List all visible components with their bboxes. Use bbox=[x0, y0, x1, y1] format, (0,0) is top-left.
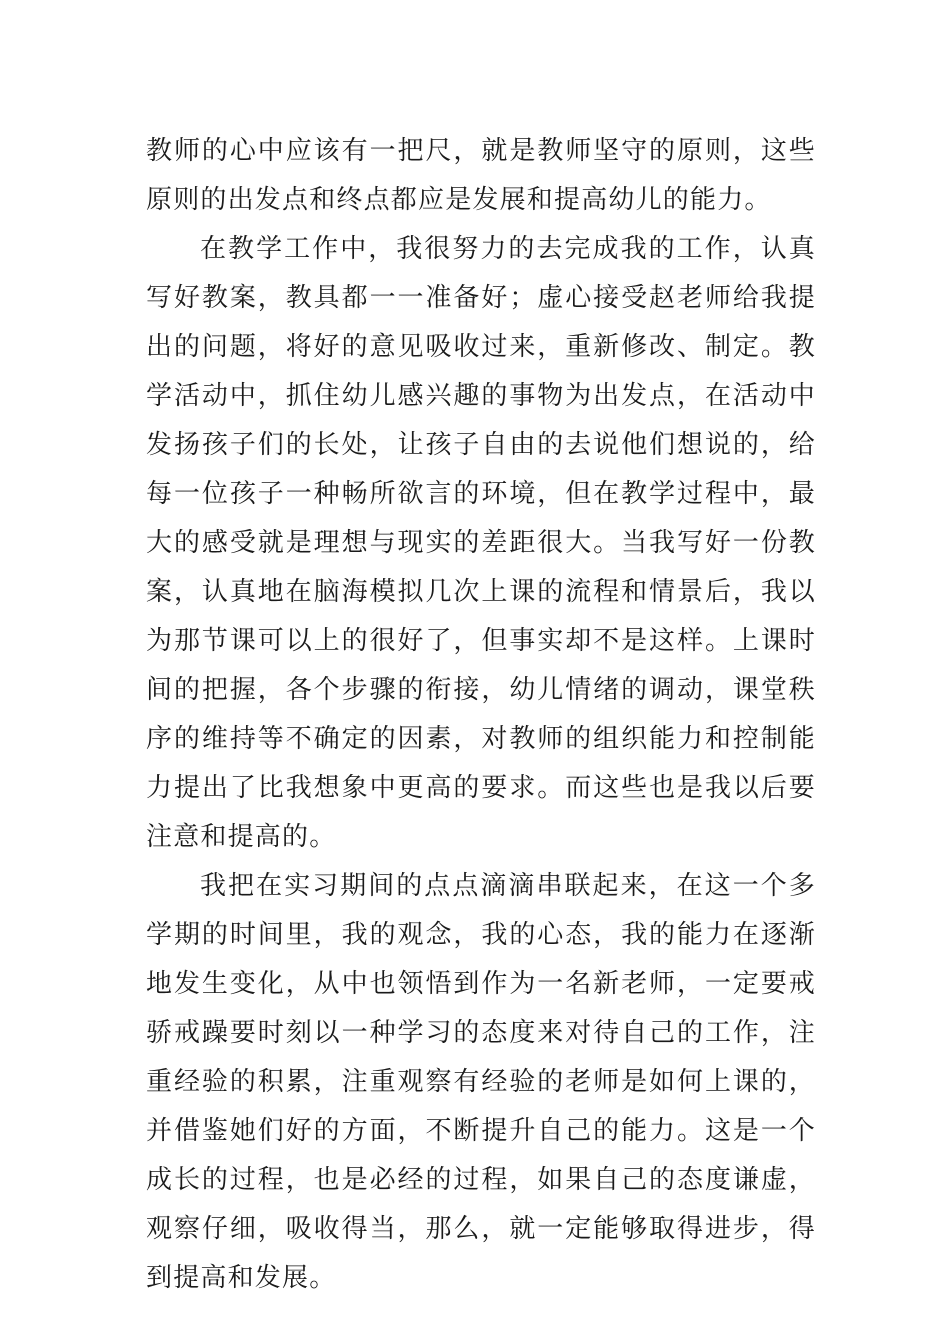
paragraph-3: 我把在实习期间的点点滴滴串联起来，在这一个多学期的时间里，我的观念，我的心态，我的能力在逐渐地发生变化，从中也领悟到作为一名新老师，一定要戒骄戒躁要时刻以一种学习的态度来对待自己的工作，注重经验的积累，注重观察有经验的老师是如何上课的，并借鉴她们好的方面，不断提升自己的能力。这是一个成长的过程，也是必经的过程，如果自己的态度谦虚，观察仔细，吸收得当，那么，就一定能够取得进步，得到提高和发展。 bbox=[146, 871, 816, 1293]
paragraph-1: 教师的心中应该有一把尺，就是教师坚守的原则，这些原则的出发点和终点都应是发展和提高幼儿的能力。 bbox=[146, 136, 816, 215]
document-body bbox=[146, 127, 816, 1303]
paragraph-2: 在教学工作中，我很努力的去完成我的工作，认真写好教案，教具都一一准备好；虚心接受赵老师给我提出的问题，将好的意见吸收过来，重新修改、制定。教学活动中，抓住幼儿感兴趣的事物为出发点，在活动中发扬孩子们的长处，让孩子自由的去说他们想说的，给每一位孩子一种畅所欲言的环境，但在教学过程中，最大的感受就是理想与现实的差距很大。当我写好一份教案，认真地在脑海模拟几次上课的流程和情景后，我以为那节课可以上的很好了，但事实却不是这样。上课时间的把握，各个步骤的衔接，幼儿情绪的调动，课堂秩序的维持等不确定的因素，对教师的组织能力和控制能力提出了比我想象中更高的要求。而这些也是我以后要注意和提高的。 bbox=[146, 234, 816, 852]
